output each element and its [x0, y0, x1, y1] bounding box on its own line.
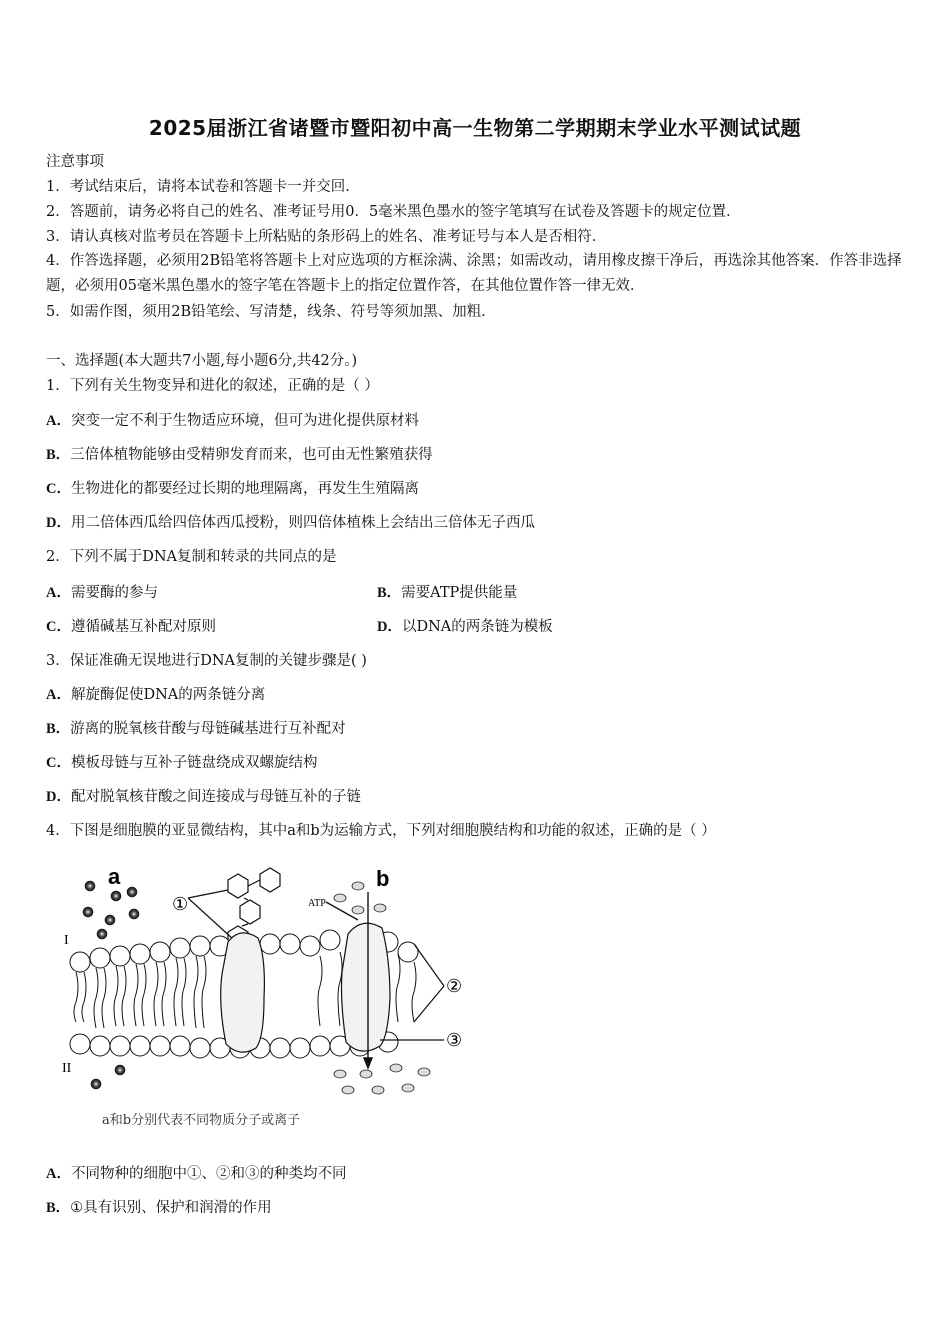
- question-1-option-a: [46, 411, 419, 431]
- question-2-option-b: [377, 583, 517, 603]
- label-side-I: I: [64, 933, 69, 948]
- option-text: 遵循碱基互补配对原则: [70, 619, 216, 635]
- diagram-caption: a和b分别代表不同物质分子或离子: [102, 1113, 301, 1128]
- option-label: D．: [46, 515, 71, 531]
- option-text: 配对脱氧核苷酸之间连接成与母链互补的子链: [70, 789, 361, 805]
- label-2: ②: [446, 976, 463, 997]
- question-2-option-c: [46, 617, 216, 637]
- question-1-option-d: [46, 513, 535, 533]
- question-3-option-c: [46, 753, 317, 773]
- notice-item-1: 1．考试结束后，请将本试卷和答题卡一并交回．: [46, 179, 360, 195]
- notice-item-2: 2．答题前，请务必将自己的姓名、准考证号用0．5毫米黑色墨水的签字笔填写在试卷及答题卡的规定位置．: [46, 204, 741, 220]
- option-text: ①具有识别、保护和润滑的作用: [70, 1200, 272, 1216]
- notice-item-5: 5．如需作图，须用2B铅笔绘、写清楚，线条、符号等须加黑、加粗．: [46, 304, 496, 320]
- option-label: D．: [377, 619, 402, 635]
- label-atp: ATP: [308, 898, 326, 909]
- label-1: ①: [172, 894, 189, 915]
- option-label: C．: [46, 481, 71, 497]
- question-2-option-a: [46, 583, 158, 603]
- option-text: 用二倍体西瓜给四倍体西瓜授粉，则四倍体植株上会结出三倍体无子西瓜: [70, 515, 535, 531]
- question-4-stem: 4．下图是细胞膜的亚显微结构，其中a和b为运输方式，下列对细胞膜结构和功能的叙述，正确的是（ ）: [46, 823, 716, 839]
- label-a: a: [108, 864, 121, 889]
- option-text: 三倍体植物能够由受精卵发育而来，也可由无性繁殖获得: [70, 447, 433, 463]
- option-label: D．: [46, 789, 71, 805]
- label-side-II: II: [62, 1061, 72, 1076]
- question-1-stem: 1．下列有关生物变异和进化的叙述，正确的是（ ）: [46, 378, 379, 394]
- question-2-option-d: [377, 617, 553, 637]
- notice-heading: 注意事项: [46, 154, 104, 170]
- option-text: 生物进化的都要经过长期的地理隔离，再发生生殖隔离: [70, 481, 419, 497]
- option-label: B．: [46, 721, 71, 737]
- question-3-option-b: [46, 719, 346, 739]
- notice-item-4: 4．作答选择题，必须用2B铅笔将答题卡上对应选项的方框涂满、涂黑；如需改动，请用橡皮擦干净后，再选涂其他答案．作答非选择题，必须用05毫米黑色墨水的签字笔在答题卡上的指定位置作答，在其他位置作答一律无效．: [46, 253, 902, 294]
- question-3-option-d: [46, 787, 361, 807]
- option-label: A．: [46, 687, 71, 703]
- option-text: 不同物种的细胞中①、②和③的种类均不同: [70, 1166, 347, 1182]
- label-b: b: [376, 866, 390, 891]
- question-2-stem: 2．下列不属于DNA复制和转录的共同点的是: [46, 549, 337, 565]
- option-label: A．: [46, 585, 71, 601]
- question-3-option-a: [46, 685, 265, 705]
- question-1-option-c: [46, 479, 419, 499]
- option-label: A．: [46, 1166, 71, 1182]
- question-4-option-b: [46, 1198, 272, 1218]
- cell-membrane-diagram: [58, 862, 478, 1137]
- option-text: 以DNA的两条链为模板: [401, 619, 553, 635]
- question-1-option-b: [46, 445, 433, 465]
- option-label: C．: [46, 755, 71, 771]
- option-label: C．: [46, 619, 71, 635]
- option-text: 需要酶的参与: [70, 585, 158, 601]
- option-text: 模板母链与互补子链盘绕成双螺旋结构: [70, 755, 318, 771]
- option-text: 解旋酶促使DNA的两条链分离: [70, 687, 266, 703]
- page-title: 2025届浙江省诸暨市暨阳初中高一生物第二学期期末学业水平测试试题: [148, 116, 802, 140]
- option-text: 需要ATP提供能量: [401, 585, 518, 601]
- label-3: ③: [446, 1030, 463, 1051]
- option-label: B．: [46, 1200, 71, 1216]
- substance-a-particles: [83, 881, 139, 1089]
- option-text: 突变一定不利于生物适应环境，但可为进化提供原材料: [70, 413, 419, 429]
- option-label: B．: [46, 447, 71, 463]
- option-label: A．: [46, 413, 71, 429]
- question-4-option-a: [46, 1164, 346, 1184]
- question-3-stem: 3．保证准确无误地进行DNA复制的关键步骤是( ): [46, 653, 367, 669]
- option-text: 游离的脱氧核苷酸与母链碱基进行互补配对: [70, 721, 346, 737]
- option-label: B．: [377, 585, 402, 601]
- notice-item-3: 3．请认真核对监考员在答题卡上所粘贴的条形码上的姓名、准考证号与本人是否相符．: [46, 229, 607, 245]
- section-heading: 一、选择题(本大题共7小题,每小题6分,共42分。): [46, 353, 358, 369]
